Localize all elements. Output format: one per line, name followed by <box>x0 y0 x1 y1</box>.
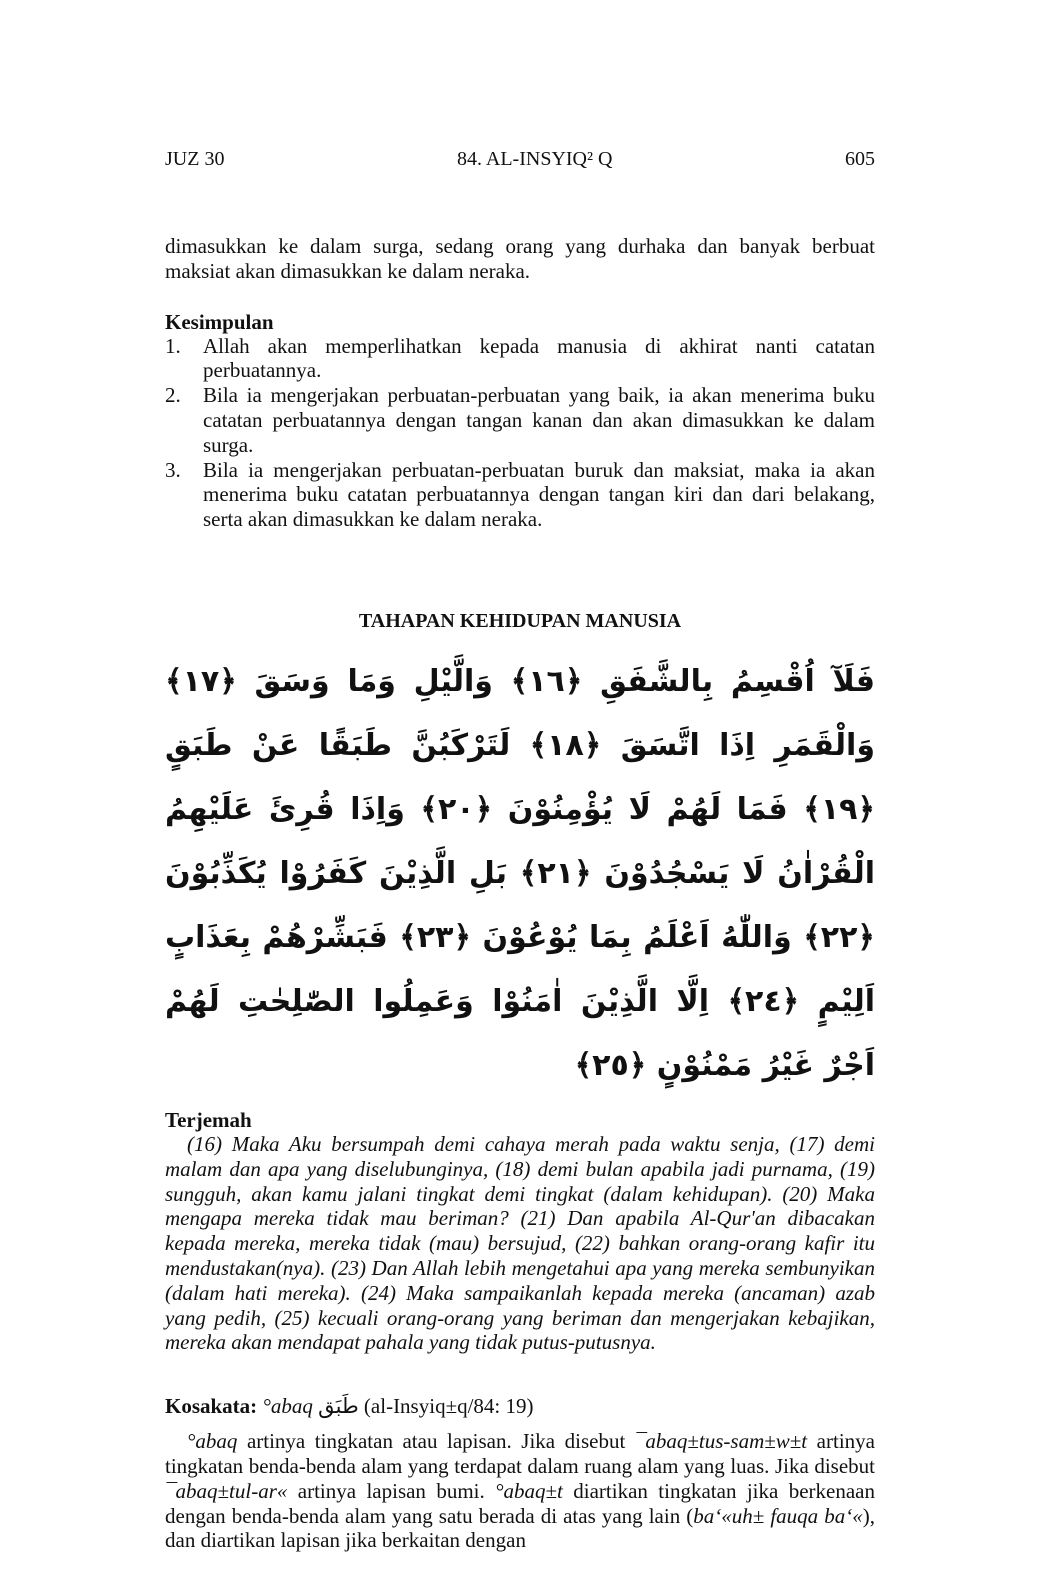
italic-term: °abaq±t <box>495 1478 563 1503</box>
paragraph-text: artinya tingkatan benda-benda alam yang terdapat dalam ruang alam yang luas. Jika disebut <box>165 1429 875 1478</box>
list-item <box>165 383 875 457</box>
paragraph-text: artinya tingkatan atau lapisan. Jika disebut <box>237 1429 635 1454</box>
italic-term: ¯abaq±tus-sam±w±t <box>634 1429 808 1454</box>
kosakata-reference: (al-Insyiq±q/84: 19) <box>363 1394 534 1419</box>
paragraph-text: artinya lapisan bumi. <box>287 1478 496 1503</box>
item-number: 3. <box>165 457 181 482</box>
kosakata-term: °abaq <box>262 1394 313 1419</box>
kosakata-section <box>165 1391 875 1553</box>
juz-label: JUZ 30 <box>165 148 225 170</box>
section-title: TAHAPAN KEHIDUPAN MANUSIA <box>358 609 682 632</box>
item-text: Bila ia mengerjakan perbuatan-perbuatan yang baik, ia akan menerima buku catatan perbuatannya dengan tangan kanan dan akan dimasukkan ke dalam surga. <box>203 383 875 457</box>
page-header <box>165 146 875 172</box>
arabic-verses: فَلَآ اُقْسِمُ بِالشَّفَقِ ﴿١٦﴾ وَالَّيْلِ وَمَا وَسَقَ ﴿١٧﴾ وَالْقَمَرِ اِذَا اتَّسَقَ ﴿١٨﴾ لَتَرْكَبُنَّ طَبَقًا عَنْ طَبَقٍ ﴿١٩﴾ فَمَا لَهُمْ لَا يُؤْمِنُوْنَ ﴿٢٠﴾ وَاِذَا قُرِئَ عَلَيْهِمُ الْقُرْاٰنُ لَا يَسْجُدُوْنَ ﴿٢١﴾ بَلِ الَّذِيْنَ كَفَرُوْا يُكَذِّبُوْنَ ﴿٢٢﴾ وَاللّٰهُ اَعْلَمُ بِمَا يُوْعُوْنَ ﴿٢٣﴾ فَبَشِّرْهُمْ بِعَذَابٍ اَلِيْمٍ ﴿٢٤﴾ اِلَّا الَّذِيْنَ اٰمَنُوْا وَعَمِلُوا الصّٰلِحٰتِ لَهُمْ اَجْرٌ غَيْرُ مَمْنُوْنٍ ﴿٢٥﴾ <box>165 663 876 1083</box>
kosakata-heading-line <box>165 1391 875 1421</box>
kosakata-paragraph <box>165 1429 875 1553</box>
kesimpulan-list <box>165 334 875 532</box>
kosakata-arabic: طَبَق <box>318 1394 359 1419</box>
italic-term: ba‘«uh± fauqa ba‘« <box>693 1503 863 1528</box>
item-text: Bila ia mengerjakan perbuatan-perbuatan buruk dan maksiat, maka ia akan menerima buku catatan perbuatannya dengan tangan kiri dan dari belakang, serta akan dimasukkan ke dalam neraka. <box>203 457 875 532</box>
terjemah-text: (16) Maka Aku bersumpah demi cahaya merah pada waktu senja, (17) demi malam dan apa yang diselubunginya, (18) demi bulan apabila jadi purnama, (19) sungguh, akan kamu jalani tingkat demi tingkat (dalam kehidupan). (20) Maka mengapa mereka tidak mau beriman? (21) Dan apabila Al-Qur'an dibacakan kepada mereka, mereka tidak (mau) bersujud, (22) bahkan orang-orang kafir itu mendustakan(nya). (23) Dan Allah lebih mengetahui apa yang mereka sembunyikan (dalam hati mereka). (24) Maka sampaikanlah kepada mereka (ancaman) azab yang pedih, (25) kecuali orang-orang yang beriman dan mengerjakan kebajikan, mereka akan mendapat pahala yang tidak putus-putusnya. <box>165 1131 875 1355</box>
intro-paragraph: dimasukkan ke dalam surga, sedang orang yang durhaka dan banyak berbuat maksiat akan dimasukkan ke dalam neraka. <box>165 234 875 283</box>
item-text: Allah akan memperlihatkan kepada manusia di akhirat nanti catatan perbuatannya. <box>203 333 875 383</box>
page-number: 605 <box>844 148 875 170</box>
terjemah-heading: Terjemah <box>165 1107 252 1132</box>
surah-title: 84. AL-INSYIQ² Q <box>457 148 613 170</box>
page-content <box>165 0 875 1593</box>
kesimpulan-heading: Kesimpulan <box>165 309 274 334</box>
italic-term: °abaq <box>187 1429 238 1454</box>
list-item <box>165 458 875 532</box>
kosakata-label: Kosakata: <box>165 1394 258 1419</box>
kesimpulan-section <box>165 310 875 532</box>
list-item <box>165 334 875 384</box>
paragraph-text: diartikan tingkatan jika berkenaan dengan benda-benda alam yang satu berada di atas yang lain ( <box>165 1478 875 1528</box>
italic-term: ¯abaq±tul-ar« <box>165 1478 288 1503</box>
terjemah-section <box>165 1108 875 1355</box>
item-number: 1. <box>165 333 181 358</box>
item-number: 2. <box>165 383 181 408</box>
paragraph-text: ), dan diartikan lapisan jika berkaitan dengan <box>165 1503 875 1553</box>
intro-paragraph-block <box>165 234 875 284</box>
